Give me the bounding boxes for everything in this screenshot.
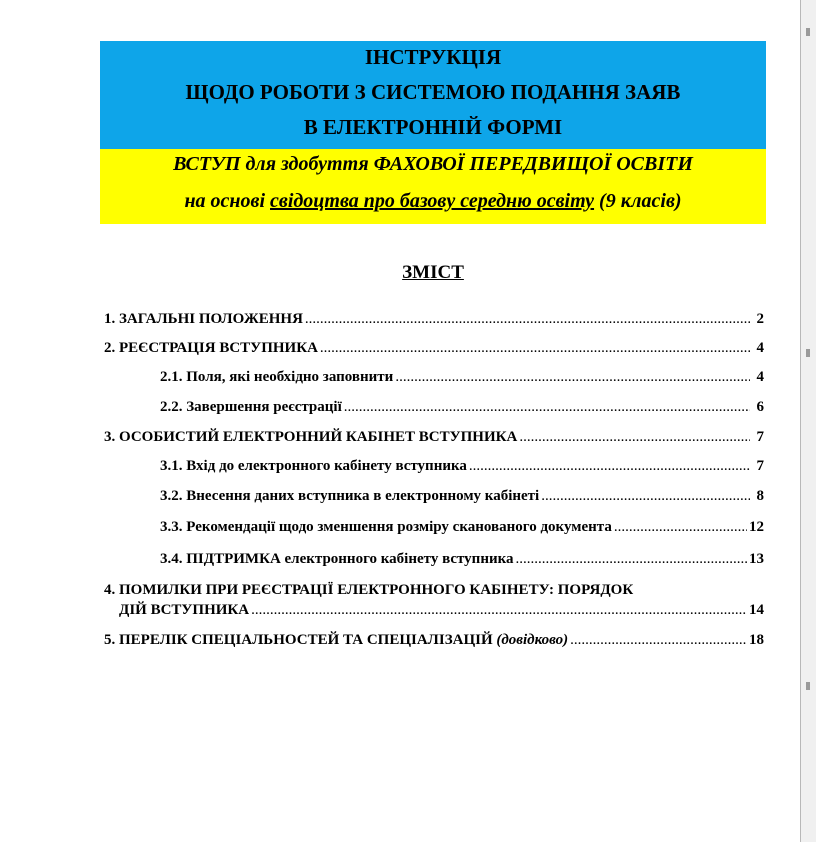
subtitle-underlined: свідоцтва про базову середню освіту (270, 190, 595, 212)
toc-dot-leader (395, 367, 750, 387)
subtitle-text: на основі (184, 190, 271, 212)
toc-page-number: 4 (756, 340, 764, 356)
toc-page-number: 12 (749, 519, 764, 535)
toc-dot-leader (570, 630, 747, 650)
subtitle-text: (9 класів) (594, 190, 682, 212)
toc-page-number: 6 (756, 399, 764, 415)
toc-entry[interactable] (160, 397, 764, 417)
toc-dot-leader (344, 397, 750, 417)
subtitle-banner (100, 149, 766, 224)
toc-entry[interactable] (104, 338, 764, 358)
toc-entry-label-text: 5. ПЕРЕЛІК СПЕЦІАЛЬНОСТЕЙ ТА СПЕЦІАЛІЗАЦІЙ (104, 632, 497, 648)
page-edge (800, 0, 816, 842)
toc-entry-label: ДІЙ ВСТУПНИКА (119, 602, 250, 618)
toc-dot-leader (305, 309, 750, 329)
toc-entry-label: 2.1. Поля, які необхідно заповнити (160, 369, 394, 385)
toc-entry[interactable] (119, 600, 764, 620)
toc-entry-label: 3.4. ПІДТРИМКА електронного кабінету вступника (160, 551, 514, 567)
toc-page-number: 4 (756, 369, 764, 385)
toc-entry-label: 2.2. Завершення реєстрації (160, 399, 342, 415)
subtitle-emphasis: ФАХОВОЇ ПЕРЕДВИЩОЇ ОСВІТИ (373, 153, 693, 175)
edge-tick (806, 682, 810, 690)
toc-entry-label (104, 630, 568, 650)
toc-dot-leader (541, 486, 750, 506)
toc-entry[interactable] (104, 427, 764, 447)
toc-page-number: 7 (756, 429, 764, 445)
subtitle-line-1 (100, 150, 766, 178)
toc-entry-label-line-1[interactable]: 4. ПОМИЛКИ ПРИ РЕЄСТРАЦІЇ ЕЛЕКТРОННОГО КАБІНЕТУ: ПОРЯДОК (104, 582, 634, 598)
toc-entry-label-note: (довідково) (496, 632, 569, 648)
toc-page-number: 8 (756, 488, 764, 504)
toc-dot-leader (251, 600, 747, 620)
toc-page-number: 18 (749, 632, 764, 648)
toc-entry-label: 1. ЗАГАЛЬНІ ПОЛОЖЕННЯ (104, 311, 303, 327)
toc-entry-label: 3. ОСОБИСТИЙ ЕЛЕКТРОННИЙ КАБІНЕТ ВСТУПНИКА (104, 429, 518, 445)
title-banner (100, 41, 766, 149)
subtitle-text: ВСТУП для здобуття (173, 153, 374, 175)
toc-entry-label: 2. РЕЄСТРАЦІЯ ВСТУПНИКА (104, 340, 318, 356)
toc-entry[interactable] (160, 549, 764, 569)
toc-dot-leader (519, 427, 750, 447)
toc-page-number: 2 (756, 311, 764, 327)
toc-page-number: 14 (749, 602, 764, 618)
title-line-2: ЩОДО РОБОТИ З СИСТЕМОЮ ПОДАННЯ ЗАЯВ (185, 80, 681, 104)
toc-dot-leader (516, 549, 747, 569)
subtitle-line-2 (100, 187, 766, 215)
toc-page-number: 7 (756, 458, 764, 474)
toc-entry[interactable] (160, 367, 764, 387)
edge-tick (806, 28, 810, 36)
title-line-1: ІНСТРУКЦІЯ (364, 45, 502, 69)
toc-title: ЗМІСТ (402, 262, 464, 283)
toc-entry[interactable] (160, 486, 764, 506)
toc-entry[interactable] (104, 309, 764, 329)
toc-entry[interactable] (160, 456, 764, 476)
toc-entry-label: 3.3. Рекомендації щодо зменшення розміру сканованого документа (160, 519, 612, 535)
toc-dot-leader (614, 517, 747, 537)
title-line-3: В ЕЛЕКТРОННІЙ ФОРМІ (303, 115, 563, 139)
toc-entry[interactable] (160, 517, 764, 537)
toc-page-number: 13 (749, 551, 764, 567)
toc-dot-leader (469, 456, 750, 476)
toc-entry-label: 3.1. Вхід до електронного кабінету вступника (160, 458, 467, 474)
edge-tick (806, 349, 810, 357)
toc-entry[interactable] (104, 630, 764, 650)
toc-dot-leader (320, 338, 750, 358)
toc-entry-label: 3.2. Внесення даних вступника в електронному кабінеті (160, 488, 540, 504)
